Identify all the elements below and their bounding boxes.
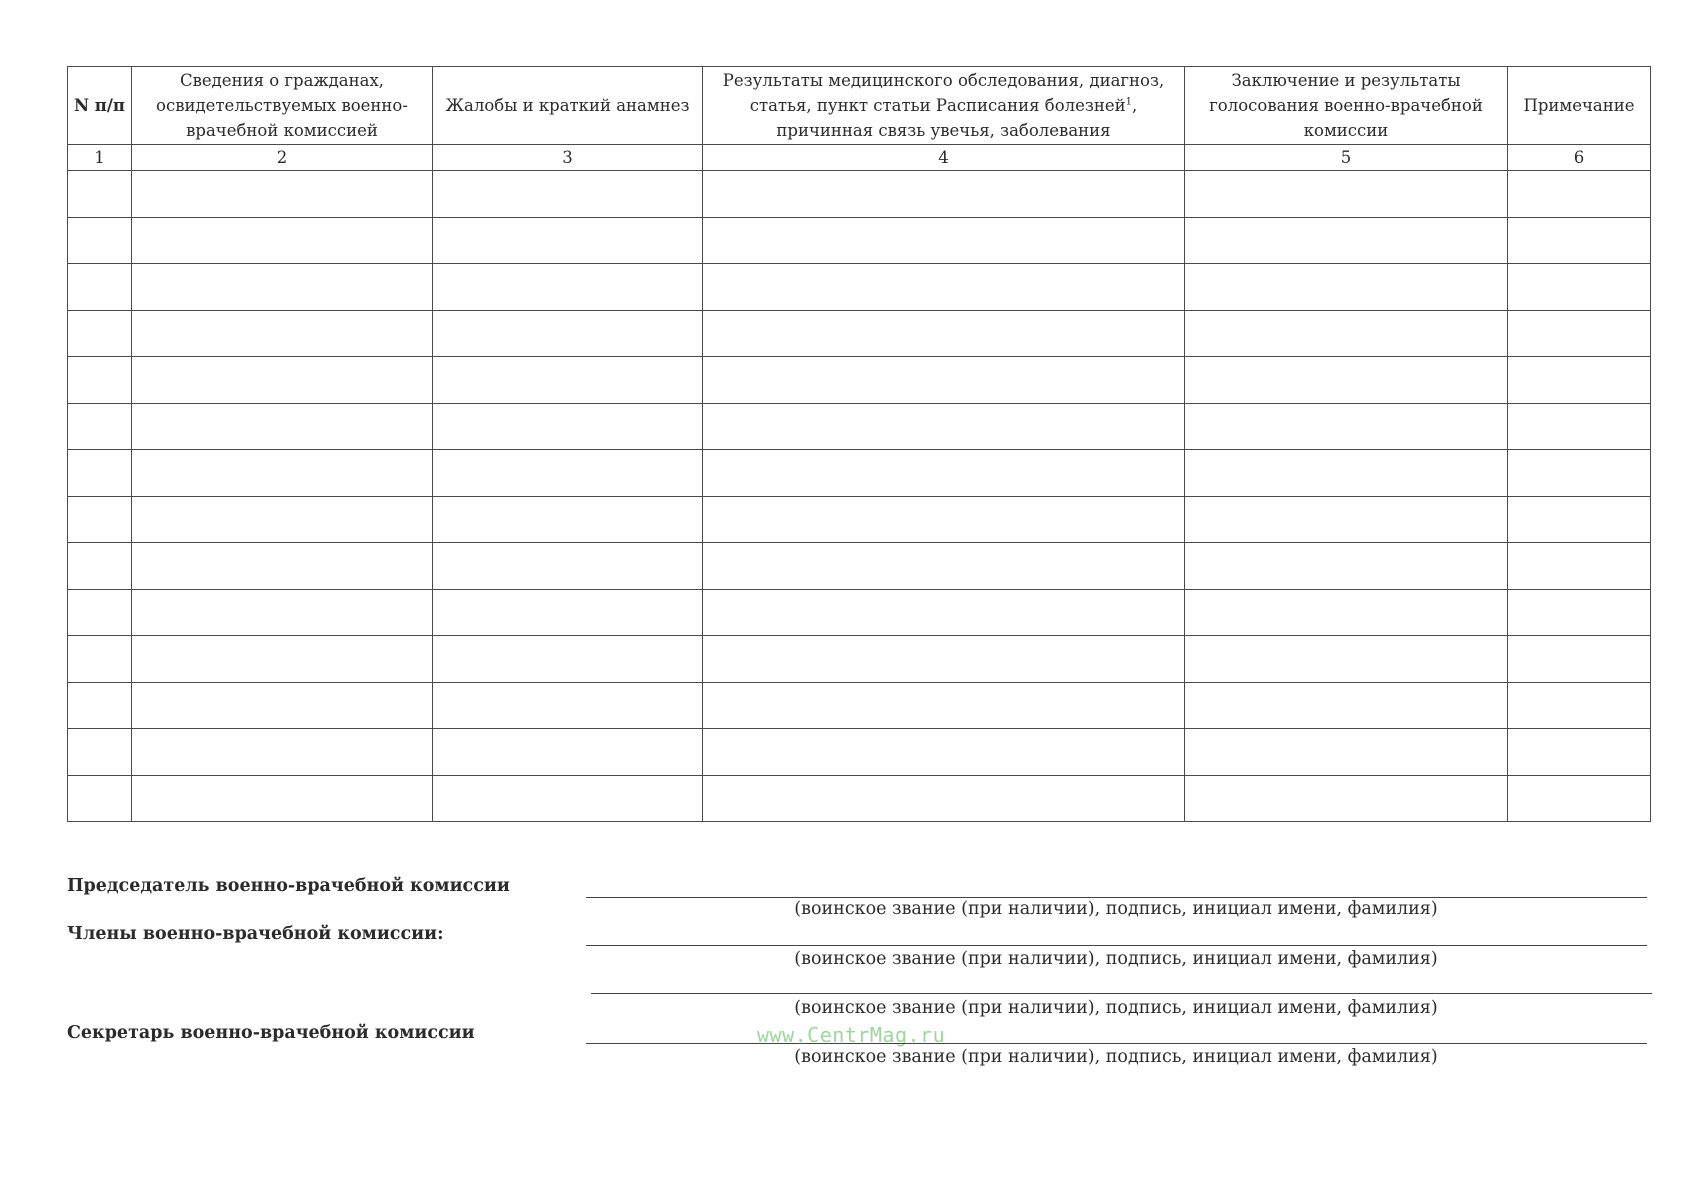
secretary-signature-caption: (воинское звание (при наличии), подпись, инициал имени, фамилия) [794,1047,1438,1067]
table-row [68,217,1651,264]
table-cell[interactable] [1508,729,1651,776]
table-cell[interactable] [1508,682,1651,729]
table-row [68,543,1651,590]
table-cell[interactable] [68,310,132,357]
table-cell[interactable] [68,775,132,822]
column-number: 4 [703,145,1185,171]
chairman-signature-line[interactable] [586,897,1647,898]
table-row [68,357,1651,404]
table-cell[interactable] [1508,171,1651,218]
header-exam-results-tail: , причинная связь увечья, заболевания [776,96,1138,140]
table-cell[interactable] [1508,310,1651,357]
members-label: Члены военно-врачебной комиссии: [67,924,444,944]
table-cell[interactable] [1185,636,1508,683]
table-cell[interactable] [1185,496,1508,543]
header-conclusion: Заключение и результаты голосования военно-врачебной комиссии [1185,67,1508,145]
table-cell[interactable] [1185,729,1508,776]
table-cell[interactable] [433,682,703,729]
header-note: Примечание [1508,67,1651,145]
table-cell[interactable] [1185,450,1508,497]
member-signature-line[interactable] [591,993,1652,994]
table-row [68,310,1651,357]
header-number: N п/п [68,67,132,145]
table-row [68,450,1651,497]
table-cell[interactable] [1508,450,1651,497]
table-cell[interactable] [1185,543,1508,590]
table-cell[interactable] [703,357,1185,404]
table-cell[interactable] [132,496,433,543]
header-exam-results-text: Результаты медицинского обследования, диагноз, статья, пункт статьи Расписания болезней [722,71,1165,115]
table-cell[interactable] [68,264,132,311]
table-row [68,589,1651,636]
table-cell[interactable] [132,543,433,590]
table-cell[interactable] [1508,636,1651,683]
table-cell[interactable] [1508,357,1651,404]
table-row [68,636,1651,683]
table-cell[interactable] [132,729,433,776]
table-cell[interactable] [703,682,1185,729]
column-number-row [68,145,1651,171]
table-cell[interactable] [433,589,703,636]
table-cell[interactable] [132,450,433,497]
table-cell[interactable] [433,357,703,404]
table-cell[interactable] [1508,217,1651,264]
commission-table [67,66,1651,822]
header-row [68,67,1651,145]
table-row [68,264,1651,311]
table-cell[interactable] [132,682,433,729]
member-signature-caption: (воинское звание (при наличии), подпись, инициал имени, фамилия) [794,949,1438,969]
table-cell[interactable] [433,310,703,357]
chairman-signature-caption: (воинское звание (при наличии), подпись, инициал имени, фамилия) [794,899,1438,919]
table-cell[interactable] [703,496,1185,543]
table-cell[interactable] [132,264,433,311]
table-cell[interactable] [703,264,1185,311]
table-cell[interactable] [433,543,703,590]
table-cell[interactable] [1185,171,1508,218]
table-cell[interactable] [1185,403,1508,450]
table-cell[interactable] [703,543,1185,590]
table-cell[interactable] [1185,310,1508,357]
table-cell[interactable] [703,217,1185,264]
table-cell[interactable] [703,310,1185,357]
table-cell[interactable] [1185,217,1508,264]
table-cell[interactable] [1508,403,1651,450]
table-row [68,403,1651,450]
table-cell[interactable] [68,729,132,776]
table-cell[interactable] [1508,589,1651,636]
table-cell[interactable] [132,589,433,636]
table-cell[interactable] [433,403,703,450]
secretary-signature-line[interactable] [586,1043,1647,1044]
table-cell[interactable] [703,403,1185,450]
column-number: 5 [1185,145,1508,171]
table-cell[interactable] [433,450,703,497]
table-cell[interactable] [1508,264,1651,311]
table-cell[interactable] [68,357,132,404]
table-cell[interactable] [1185,682,1508,729]
table-cell[interactable] [433,264,703,311]
table-cell[interactable] [68,636,132,683]
table-cell[interactable] [68,403,132,450]
table-cell[interactable] [1508,496,1651,543]
column-number: 6 [1508,145,1651,171]
table-cell[interactable] [433,217,703,264]
table-cell[interactable] [132,403,433,450]
header-complaints: Жалобы и краткий анамнез [433,67,703,145]
table-cell[interactable] [703,636,1185,683]
table-cell[interactable] [68,171,132,218]
table-cell[interactable] [1185,357,1508,404]
table-cell[interactable] [68,589,132,636]
table-row [68,171,1651,218]
member-signature-caption: (воинское звание (при наличии), подпись, инициал имени, фамилия) [794,998,1438,1018]
table-cell[interactable] [68,682,132,729]
member-signature-line[interactable] [586,945,1647,946]
table-cell[interactable] [1185,775,1508,822]
table-cell[interactable] [1508,775,1651,822]
header-citizen-info: Сведения о гражданах, освидетельствуемых военно-врачебной комиссией [132,67,433,145]
watermark: www.CentrMag.ru [757,1023,946,1047]
table-cell[interactable] [703,589,1185,636]
table-row [68,775,1651,822]
table-cell[interactable] [132,636,433,683]
table-cell[interactable] [68,543,132,590]
table-cell[interactable] [433,729,703,776]
table-cell[interactable] [132,217,433,264]
table-cell[interactable] [1508,543,1651,590]
table-cell[interactable] [1185,264,1508,311]
table-cell[interactable] [433,496,703,543]
table-cell[interactable] [132,775,433,822]
column-number: 1 [68,145,132,171]
secretary-label: Секретарь военно-врачебной комиссии [67,1023,475,1043]
table-cell[interactable] [703,775,1185,822]
column-number: 2 [132,145,433,171]
table-cell[interactable] [703,729,1185,776]
chairman-label: Председатель военно-врачебной комиссии [67,876,510,896]
table-row [68,496,1651,543]
table-cell[interactable] [703,450,1185,497]
footnote-marker: 1 [1125,96,1133,108]
table-row [68,682,1651,729]
table-cell[interactable] [433,775,703,822]
table-cell[interactable] [68,217,132,264]
table-row [68,729,1651,776]
table-cell[interactable] [132,171,433,218]
table-cell[interactable] [1185,589,1508,636]
table-cell[interactable] [703,171,1185,218]
table-cell[interactable] [68,496,132,543]
column-number: 3 [433,145,703,171]
table-cell[interactable] [132,357,433,404]
table-cell[interactable] [68,450,132,497]
table-cell[interactable] [433,171,703,218]
table-cell[interactable] [433,636,703,683]
header-exam-results [703,67,1185,145]
table-cell[interactable] [132,310,433,357]
